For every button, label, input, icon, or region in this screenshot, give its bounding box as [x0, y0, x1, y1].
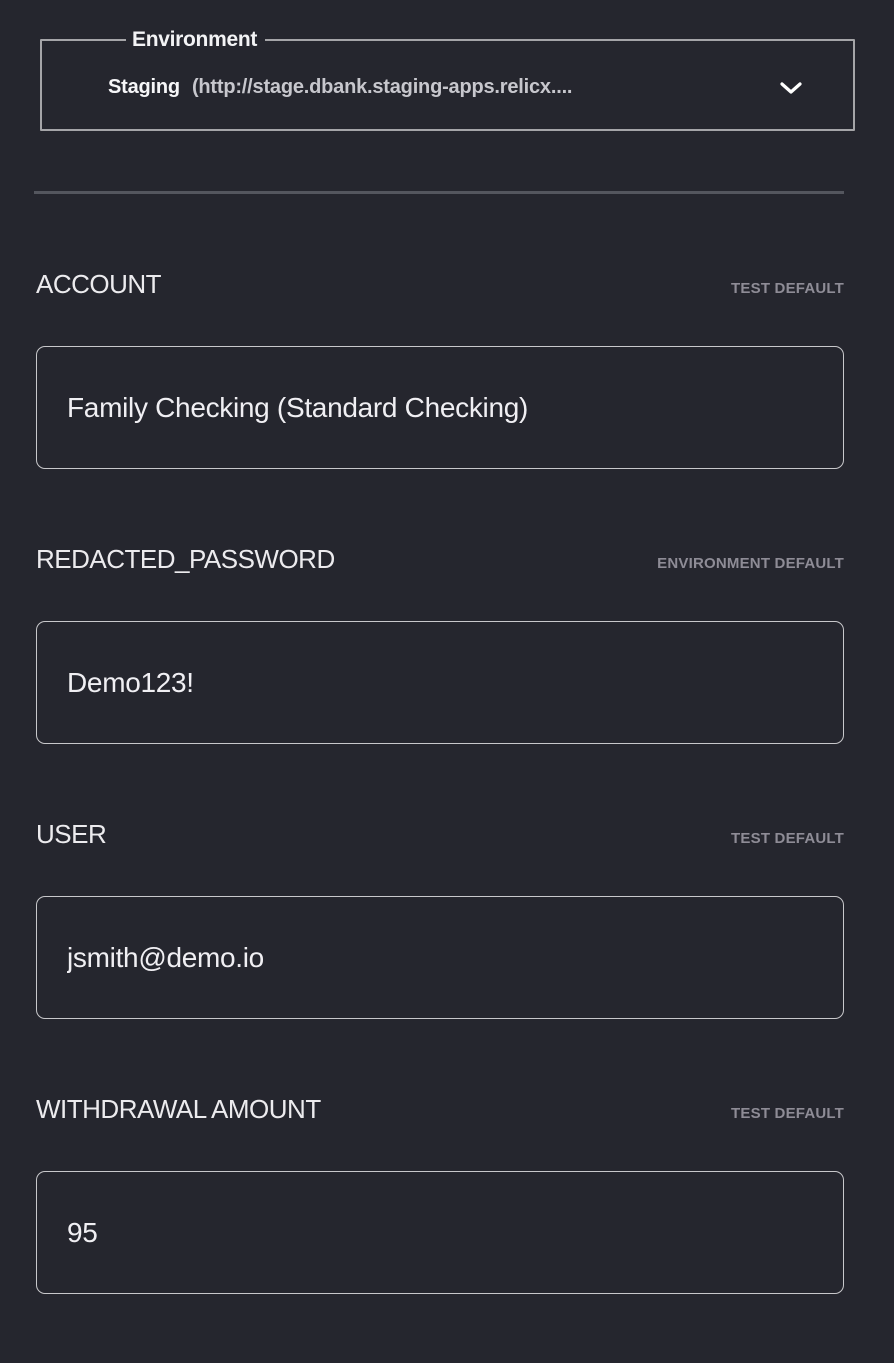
field-label: ACCOUNT — [36, 269, 162, 299]
field-account — [36, 269, 844, 469]
environment-select[interactable] — [108, 76, 803, 99]
chevron-down-icon — [779, 81, 803, 95]
divider — [34, 191, 844, 194]
field-header — [36, 1094, 844, 1125]
field-header — [36, 819, 844, 850]
field-redacted-password — [36, 544, 844, 744]
default-source-badge: TEST DEFAULT — [731, 280, 844, 297]
default-source-badge: TEST DEFAULT — [731, 830, 844, 847]
withdrawal-amount-input[interactable] — [36, 1171, 844, 1294]
redacted-password-input[interactable] — [36, 621, 844, 744]
environment-selected-name: Staging — [108, 76, 180, 98]
default-source-badge: TEST DEFAULT — [731, 1105, 844, 1122]
field-label: USER — [36, 819, 107, 849]
environment-fieldset — [40, 28, 855, 131]
field-header — [36, 544, 844, 575]
field-user — [36, 819, 844, 1019]
field-header — [36, 269, 844, 300]
field-withdrawal-amount — [36, 1094, 844, 1294]
user-input[interactable] — [36, 896, 844, 1019]
environment-label: Environment — [132, 28, 258, 51]
field-label: WITHDRAWAL AMOUNT — [36, 1094, 321, 1124]
field-label: REDACTED_PASSWORD — [36, 544, 335, 574]
default-source-badge: ENVIRONMENT DEFAULT — [657, 555, 844, 572]
account-input[interactable] — [36, 346, 844, 469]
environment-selected-url: (http://stage.dbank.staging-apps.relicx.... — [191, 76, 573, 98]
